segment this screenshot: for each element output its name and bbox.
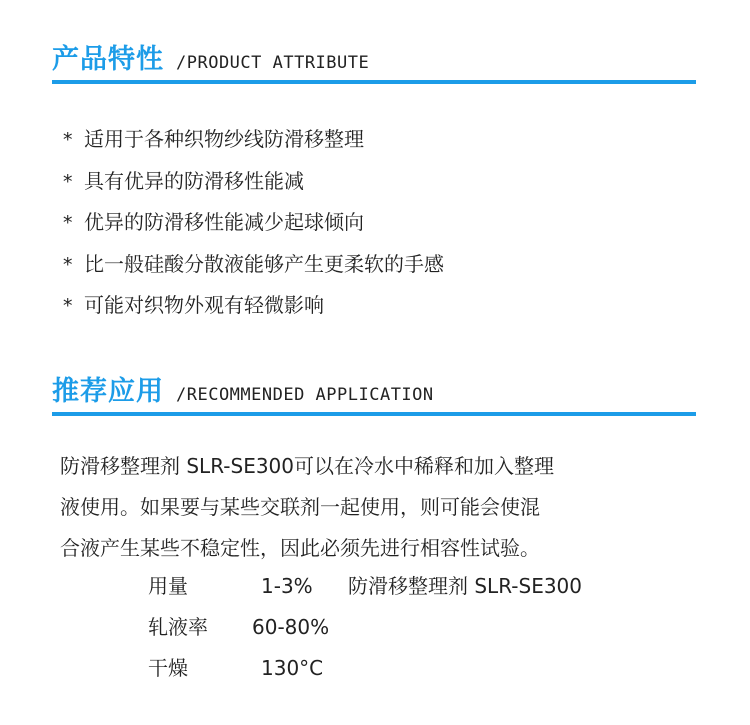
section-title-cn: 产品特性 [52, 44, 164, 75]
attribute-item [62, 288, 444, 330]
bullet-star: * [62, 170, 74, 193]
bullet-star: * [62, 295, 74, 317]
attribute-item [62, 164, 444, 206]
section-header-application [52, 368, 696, 416]
bullet-star: * [62, 253, 74, 276]
usage-value: 1-3% [261, 574, 313, 598]
section-title-en: /RECOMMENDED APPLICATION [176, 385, 434, 405]
attribute-text: 适用于各种织物纱线防滑移整理 [84, 127, 364, 151]
paragraph-line: 防滑移整理剂 SLR-SE300可以在冷水中稀释和加入整理 [60, 454, 555, 478]
bullet-star: * [62, 129, 74, 151]
section-title-en: /PRODUCT ATTRIBUTE [176, 53, 370, 73]
attribute-item [62, 205, 444, 247]
attribute-item [62, 122, 444, 164]
attribute-text: 具有优异的防滑移性能减 [84, 168, 304, 193]
usage-label: 用量 [148, 574, 188, 598]
section-title-cn: 推荐应用 [52, 376, 164, 407]
usage-value: 60-80% [252, 615, 330, 639]
paragraph-line: 合液产生某些不稳定性，因此必须先进行相容性试验。 [60, 536, 540, 560]
attribute-list [62, 122, 444, 330]
attribute-item [62, 247, 444, 289]
application-paragraph [60, 446, 660, 569]
usage-label: 轧液率 [148, 615, 208, 639]
usage-label: 干燥 [148, 656, 188, 680]
bullet-star: * [62, 212, 74, 234]
usage-value: 130°C [261, 656, 324, 680]
attribute-text: 可能对织物外观有轻微影响 [84, 293, 324, 317]
attribute-text: 优异的防滑移性能减少起球倾向 [84, 210, 364, 234]
paragraph-line: 液使用。如果要与某些交联剂一起使用，则可能会使混 [60, 495, 540, 519]
section-header-attribute [52, 36, 696, 84]
attribute-text: 比一般硅酸分散液能够产生更柔软的手感 [84, 251, 444, 276]
usage-product: 防滑移整理剂 SLR-SE300 [348, 574, 583, 598]
